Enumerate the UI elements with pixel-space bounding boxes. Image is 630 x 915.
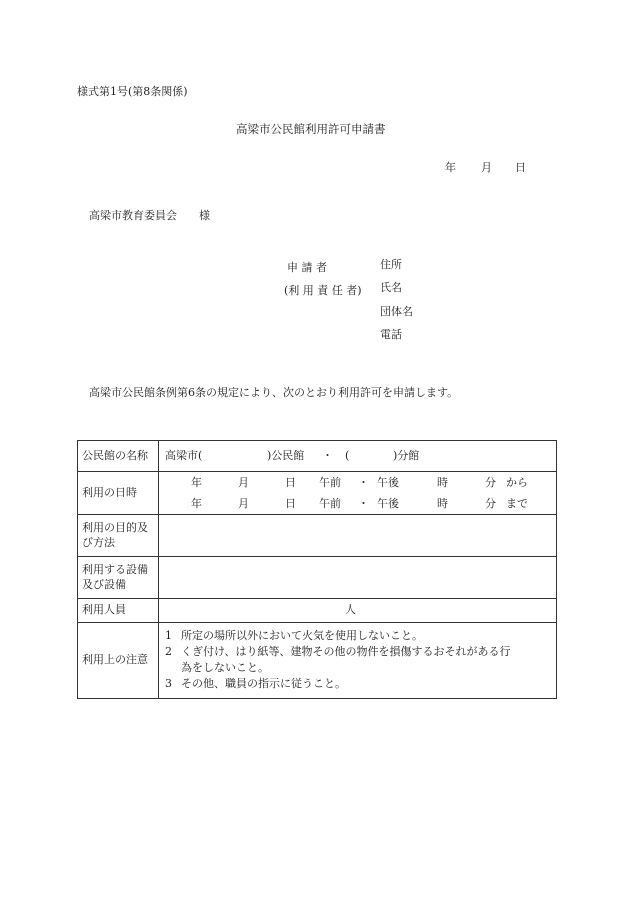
hall-suffix: )公民館 (267, 449, 305, 462)
to-am: 午前 (319, 496, 341, 510)
from-am: 午前 (319, 475, 341, 489)
addressee: 高梁市教育委員会 様 (89, 209, 210, 222)
date-year[interactable]: 年 (445, 161, 456, 174)
equipment-label (78, 557, 159, 599)
from-pm: 午後 (377, 475, 399, 489)
datetime-cell[interactable] (159, 472, 557, 515)
note-text-3: その他、職員の指示に従うこと。 (181, 676, 346, 690)
to-suffix: まで (506, 496, 528, 510)
branch-suffix: )分館 (393, 449, 420, 462)
equipment-cell[interactable] (159, 557, 557, 599)
to-year: 年 (191, 496, 202, 510)
table-row-equipment (78, 557, 557, 599)
from-dot: ・ (358, 475, 369, 489)
note-number-2: 2 (165, 645, 172, 659)
from-hour: 時 (437, 475, 448, 489)
to-hour: 時 (437, 496, 448, 510)
document-title: 高梁市公民館利用許可申請書 (236, 122, 386, 136)
from-day: 日 (285, 475, 296, 489)
date-day[interactable]: 日 (515, 161, 526, 174)
equipment-label-line1: 利用する設備 (82, 562, 148, 576)
note-number-1: 1 (165, 629, 172, 643)
note-number-3: 3 (165, 676, 172, 690)
note-item-1 (165, 629, 550, 644)
hall-name-cell[interactable] (159, 441, 557, 472)
to-month: 月 (238, 496, 249, 510)
notes-label: 利用上の注意 (78, 623, 159, 699)
branch-paren: ( (345, 449, 350, 462)
table-row-notes (78, 623, 557, 699)
to-pm: 午後 (377, 496, 399, 510)
group-name-field[interactable]: 団体名 (380, 305, 413, 318)
hall-name-label: 公民館の名称 (78, 441, 159, 472)
form-number: 様式第1号(第8条関係) (77, 85, 188, 98)
note-text-2-continued: 為をしないこと。 (181, 661, 269, 674)
people-unit: 人 (345, 603, 356, 617)
table-row-datetime (78, 472, 557, 515)
datetime-to-row (165, 497, 550, 511)
from-suffix: から (506, 475, 528, 489)
note-item-3 (165, 677, 550, 692)
table-row-people (78, 599, 557, 623)
purpose-label (78, 515, 159, 557)
note-text-1: 所定の場所以外において火気を使用しないこと。 (181, 629, 423, 643)
from-month: 月 (238, 475, 249, 489)
people-cell[interactable] (159, 599, 557, 623)
datetime-from-row (165, 476, 550, 490)
note-text-2: くぎ付け、はり紙等、建物その他の物件を損傷するおそれがある行 (181, 645, 511, 659)
to-minute: 分 (485, 496, 496, 510)
table-row-name (78, 441, 557, 472)
responsible-person-label: (利 用 責 任 者) (284, 284, 362, 297)
note-item-2 (165, 645, 550, 676)
purpose-label-line1: 利用の目的及 (82, 520, 148, 534)
purpose-label-line2: び方法 (82, 535, 115, 549)
intro-text: 高梁市公民館条例第6条の規定により、次のとおり利用許可を申請します。 (89, 386, 459, 399)
hall-separator: ・ (322, 449, 333, 462)
to-dot: ・ (358, 496, 369, 510)
purpose-cell[interactable] (159, 515, 557, 557)
people-label: 利用人員 (78, 599, 159, 623)
phone-field[interactable]: 電話 (380, 328, 402, 341)
application-table (77, 440, 557, 699)
notes-cell (159, 623, 557, 699)
applicant-label: 申 請 者 (287, 261, 327, 274)
hall-city: 高梁市( (165, 449, 203, 462)
table-row-purpose (78, 515, 557, 557)
to-day: 日 (285, 496, 296, 510)
from-minute: 分 (485, 475, 496, 489)
address-field[interactable]: 住所 (380, 258, 402, 271)
from-year: 年 (191, 475, 202, 489)
equipment-label-line2: 及び設備 (82, 577, 126, 591)
datetime-label: 利用の日時 (78, 472, 159, 515)
date-month[interactable]: 月 (481, 161, 492, 174)
name-field[interactable]: 氏名 (380, 281, 402, 294)
